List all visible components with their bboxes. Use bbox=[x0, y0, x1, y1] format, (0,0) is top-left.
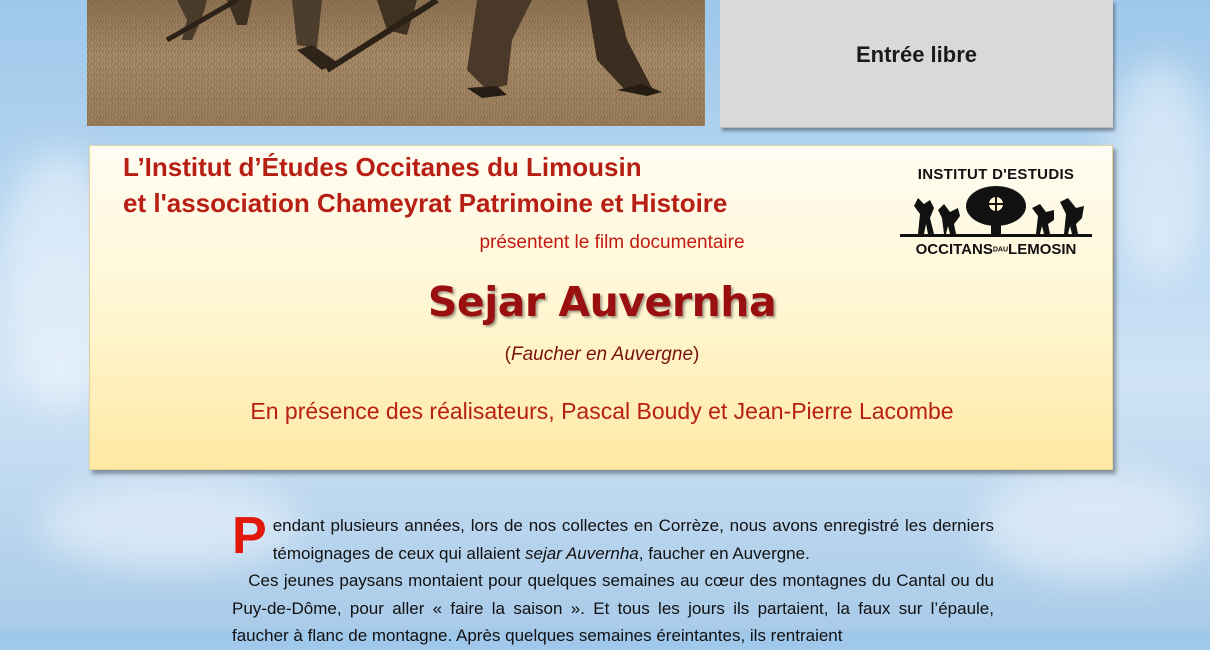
subtitle-italic: Faucher en Auvergne bbox=[510, 344, 694, 365]
logo-bottom-right: LEMOSIN bbox=[1008, 241, 1077, 258]
para1-text-a: endant plusieurs années, lors de nos collectes en Corrèze, nous avons enregistré les derniers témoignages de ceux qui allaient bbox=[272, 516, 994, 563]
presents-line: présentent le film documentaire bbox=[479, 232, 745, 253]
sky-cloud bbox=[980, 470, 1210, 580]
org-line-2: et l'association Chameyrat Patrimoine et Histoire bbox=[123, 188, 728, 218]
mowers-photo-illustration bbox=[87, 0, 705, 126]
paragraph-1 bbox=[232, 507, 994, 567]
announcement-panel bbox=[89, 145, 1113, 470]
body-text bbox=[232, 507, 995, 650]
org-line-1: L’Institut d’Études Occitanes du Limousin bbox=[123, 152, 642, 182]
paragraph-2 bbox=[232, 567, 994, 650]
sky-cloud bbox=[1110, 60, 1210, 280]
para1-text-b: , faucher en Auvergne. bbox=[638, 543, 810, 563]
film-title: Sejar Auvernha bbox=[427, 278, 777, 326]
para2-text: Ces jeunes paysans montaient pour quelques semaines au cœur des montagnes du Cantal ou du Puy-de-Dôme, pour aller « faire la saison ». Et tous les jours ils partaient, la faux sur l’épaule, faucher à flanc de montagne. Après quelques semaines éreintantes, ils rentraient bbox=[232, 571, 995, 645]
entry-label: Entrée libre bbox=[855, 42, 978, 67]
subtitle-close-paren: ) bbox=[693, 344, 700, 365]
presence-line: En présence des réalisateurs, Pascal Boudy et Jean-Pierre Lacombe bbox=[250, 398, 954, 424]
ieo-logo bbox=[896, 162, 1096, 260]
film-subtitle bbox=[90, 344, 1114, 366]
logo-top-text: INSTITUT D'ESTUDIS bbox=[917, 166, 1075, 183]
logo-bottom-text bbox=[896, 241, 1096, 258]
logo-bottom-left: OCCITANS bbox=[915, 241, 993, 258]
dropcap: P bbox=[232, 507, 267, 565]
subtitle-open-paren: ( bbox=[504, 344, 511, 365]
entry-box bbox=[720, 0, 1113, 128]
para1-italic: sejar Auvernha bbox=[525, 543, 639, 563]
logo-bottom-small: DAU bbox=[992, 246, 1009, 254]
mowers-photo bbox=[87, 0, 705, 126]
logo-emblem-icon bbox=[896, 184, 1096, 242]
